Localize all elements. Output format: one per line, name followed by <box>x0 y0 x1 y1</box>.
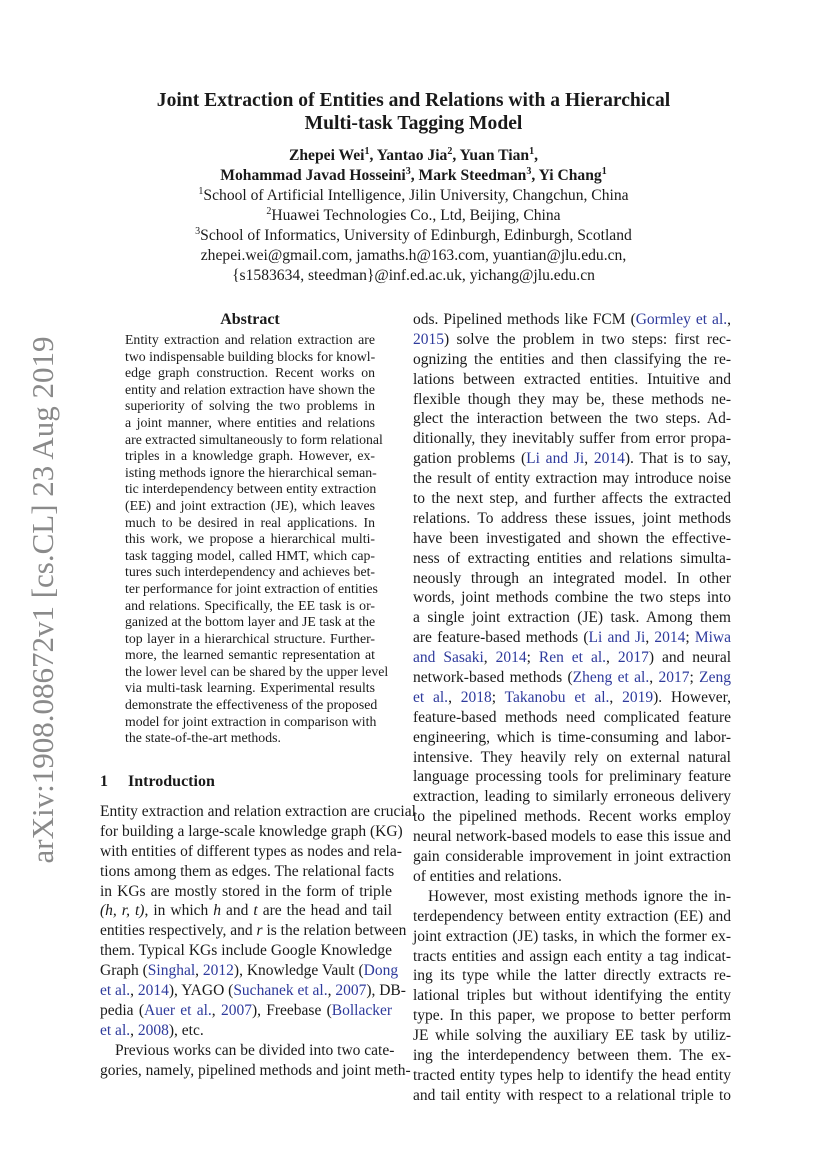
text-line <box>413 807 731 827</box>
text-line <box>413 549 731 569</box>
text-line <box>125 697 378 714</box>
text: is the relation between <box>262 922 407 940</box>
citation-link[interactable]: Singhal <box>147 962 196 980</box>
citation-link[interactable]: 2012 <box>202 962 234 980</box>
text: isting methods ignore the hierarchical seman- <box>125 464 377 480</box>
text: task tagging model, called HMT, which cap- <box>125 547 375 563</box>
text: ), YAGO ( <box>168 982 234 1000</box>
citation-link[interactable]: et al. <box>413 688 449 706</box>
text: However, most existing methods ignore the in- <box>428 887 731 905</box>
text: edge graph construction. Recent works on <box>125 365 375 381</box>
author-affiliation-number: 1 <box>529 146 535 157</box>
text-line <box>413 986 731 1006</box>
text-line <box>413 887 731 907</box>
author-affiliation-number: 3 <box>405 166 411 177</box>
text: , <box>195 962 203 980</box>
text-line <box>125 465 375 482</box>
text: entity and relation extraction have shown the <box>125 381 375 397</box>
paragraph <box>100 802 416 1041</box>
text: ods. Pipelined methods like FCM ( <box>413 311 636 328</box>
text: , <box>727 311 731 328</box>
text-line <box>125 730 375 747</box>
text: for building a large-scale knowledge graph (KG) <box>100 822 403 840</box>
citation-link[interactable]: et al. <box>100 982 131 1000</box>
text: tracts entities and assign each entity a tag indicat- <box>413 947 731 965</box>
citation-link[interactable]: Zeng <box>699 669 731 687</box>
text: feature-based methods need complicated feature <box>413 708 731 726</box>
text: extraction, leading to similarly erroneous delivery <box>413 788 731 806</box>
affiliation <box>0 206 827 226</box>
text: , <box>645 629 655 647</box>
text-line <box>125 680 375 697</box>
text-line <box>413 927 731 947</box>
text: entities respectively, and <box>100 922 257 940</box>
abstract-heading: Abstract <box>220 311 280 328</box>
text-line <box>125 663 389 681</box>
text: are feature-based methods ( <box>413 629 589 647</box>
text-line <box>125 598 375 615</box>
text-line <box>413 907 731 927</box>
section-heading-introduction <box>100 772 215 792</box>
text: ) and neural <box>648 649 732 667</box>
text: language processing tools for preliminary feature <box>413 768 731 786</box>
author-name: Yi Chang <box>538 167 602 184</box>
text: a joint manner, where entities and relations <box>125 414 375 430</box>
text: and tail entity with respect to a relational triple to <box>413 1086 731 1104</box>
text-line <box>413 767 731 787</box>
email-line: zhepei.wei@gmail.com, jamaths.h@163.com, yuantian@jlu.edu.cn, <box>200 247 627 264</box>
text: lational triples but without identifying the entity <box>413 987 731 1005</box>
citation-link[interactable]: Miwa <box>694 629 731 647</box>
text: are extracted simultaneously to form relational <box>125 431 383 447</box>
section-number: 1 <box>100 773 108 790</box>
text-line <box>125 515 375 532</box>
email-line: {s1583634, steedman}@inf.ed.ac.uk, yichang@jlu.edu.cn <box>232 267 595 284</box>
text: via multi-task learning. Experimental results <box>125 680 375 696</box>
text-line <box>125 647 375 664</box>
text: network-based methods ( <box>413 669 573 687</box>
text: ; <box>689 669 700 687</box>
text: , <box>609 688 623 706</box>
text-line <box>413 608 731 628</box>
text: , <box>649 669 659 687</box>
citation-link[interactable]: Takanobu et al. <box>504 688 610 706</box>
text-line <box>125 398 375 415</box>
text-line <box>100 862 395 882</box>
text: to the next step, and further affects the extracted <box>413 490 731 508</box>
text: ), Knowledge Vault ( <box>233 962 364 980</box>
citation-link[interactable]: Bollacker <box>331 1001 393 1019</box>
paragraph <box>125 332 389 747</box>
text: ), Freebase ( <box>251 1001 332 1019</box>
text: the result of entity extraction may introduce noise <box>413 470 731 488</box>
text: , <box>483 649 496 667</box>
text: neously through an integrated model. In other <box>413 569 731 587</box>
text-line <box>100 1021 392 1041</box>
text-line <box>125 349 375 366</box>
text: , in which <box>144 902 214 920</box>
text: lations between extracted entities. Intuitive and <box>413 370 731 388</box>
math-symbol: h <box>213 902 222 920</box>
text: and relations. Specifically, the EE task is or- <box>125 597 375 613</box>
text: , <box>130 982 138 1000</box>
text-line <box>413 708 731 728</box>
text: ; <box>685 629 695 647</box>
citation-link[interactable]: 2019 <box>622 688 654 706</box>
author-affiliation-number: 3 <box>526 166 532 177</box>
text-line <box>413 509 731 529</box>
text: ing its type while the latter directly extracts re- <box>413 967 731 985</box>
text: this work, we propose a hierarchical multi- <box>125 531 375 547</box>
text: , <box>327 982 336 1000</box>
citation-link[interactable]: Li and Ji <box>526 450 585 468</box>
citation-link[interactable]: Zheng et al. <box>572 669 650 687</box>
text: Entity extraction and relation extraction are crucial <box>100 803 416 820</box>
text: much to be desired in real applications. In <box>125 514 375 530</box>
text-line <box>413 668 731 688</box>
citation-link[interactable]: 2017 <box>617 649 649 667</box>
text: (EE) and joint extraction (JE), which leaves <box>125 497 375 513</box>
text: intensive. They heavily rely on external natural <box>413 748 731 766</box>
text: ) solve the problem in two steps: first rec- <box>444 330 731 348</box>
math-symbol: r <box>256 922 263 940</box>
section-title: Introduction <box>128 773 215 790</box>
text: gation problems ( <box>413 450 527 468</box>
title-line: Multi-task Tagging Model <box>304 113 523 134</box>
text-line <box>125 548 375 565</box>
text: tions among them as edges. The relational facts <box>100 862 395 880</box>
text-line <box>125 631 375 648</box>
text-line <box>413 728 731 748</box>
abstract-body <box>125 332 389 747</box>
text: more, the learned semantic representation at <box>125 647 375 663</box>
text: have been investigated and shown the effective- <box>413 529 731 547</box>
text-line <box>125 448 375 465</box>
citation-link[interactable]: 2007 <box>220 1001 252 1019</box>
introduction-right-column <box>413 310 731 1106</box>
text: gain considerable improvement in joint extraction <box>413 848 731 866</box>
citation-link[interactable]: and Sasaki <box>413 649 484 667</box>
text-line <box>100 961 399 981</box>
text-line <box>413 947 731 967</box>
text-line <box>413 588 731 608</box>
affiliation <box>0 186 827 206</box>
text-line <box>413 966 731 986</box>
text-line <box>413 1046 731 1066</box>
citation-link[interactable]: 2014 <box>137 982 169 1000</box>
author-name: Mark Steedman <box>418 167 527 184</box>
paragraph <box>413 310 731 887</box>
text-line <box>125 431 383 449</box>
text-line <box>413 748 731 768</box>
text-line <box>125 382 375 399</box>
citation-link[interactable]: et al. <box>100 1021 131 1039</box>
text: triples in a knowledge graph. However, ex- <box>125 448 375 464</box>
introduction-left-column <box>100 802 416 1080</box>
text: gories, namely, pipelined methods and joint meth- <box>100 1061 411 1079</box>
text: engineering, which is time-consuming and labor- <box>413 728 731 746</box>
text: superiority of solving the two problems in <box>125 398 375 414</box>
text-line <box>413 449 731 469</box>
citation-link[interactable]: 2014 <box>654 629 686 647</box>
citation-link[interactable]: Ren et al. <box>538 649 607 667</box>
text-line <box>413 370 731 390</box>
text: , <box>448 688 461 706</box>
text: ). However, <box>653 688 732 706</box>
text-line <box>413 827 731 847</box>
text-line <box>413 350 731 370</box>
text: Graph ( <box>100 962 148 980</box>
author-affiliation-number: 2 <box>447 146 453 157</box>
affiliation-number: 3 <box>195 226 201 237</box>
text: type. In this paper, we propose to better perform <box>413 1007 731 1025</box>
text: model for joint extraction in comparison with <box>125 713 377 729</box>
text: Previous works can be divided into two cate- <box>115 1041 395 1059</box>
affiliation-text: School of Artificial Intelligence, Jilin University, Changchun, China <box>203 187 629 204</box>
text: ognizing the entities and then classifying the re- <box>413 350 731 368</box>
text: demonstrate the effectiveness of the proposed <box>125 697 378 713</box>
text-line <box>413 429 731 449</box>
text: ), etc. <box>168 1021 204 1039</box>
text: ganized at the bottom layer and JE task at the <box>125 614 376 630</box>
citation-link[interactable]: Dong <box>363 962 399 980</box>
citation-link[interactable]: 2017 <box>658 669 690 687</box>
text-line <box>413 1026 731 1046</box>
text: , <box>130 1021 138 1039</box>
title-line: Joint Extraction of Entities and Relations with a Hierarchical <box>156 90 671 111</box>
text-line <box>100 882 392 902</box>
text: ), DB- <box>366 982 406 1000</box>
text: joint extraction (JE) tasks, in which the former ex- <box>413 927 731 945</box>
text: top layer in a hierarchical structure. Further- <box>125 630 375 646</box>
text: ditionally, they inevitably suffer from error propa- <box>413 430 731 448</box>
math-symbol: t <box>253 902 258 920</box>
text-line <box>100 842 402 862</box>
affiliation <box>0 226 827 246</box>
text-line <box>125 415 375 432</box>
text-line <box>100 921 407 941</box>
text-line <box>413 409 731 429</box>
text-line <box>100 1041 395 1061</box>
text: ; <box>526 649 539 667</box>
citation-link[interactable]: 2015 <box>413 330 444 348</box>
text-line <box>125 481 375 498</box>
author-line: Mohammad Javad Hosseini$^3$, Mark Steedman$^3$, Yi Chang$^1$ <box>220 166 607 184</box>
text: of entities and relations. <box>413 867 562 885</box>
text-line <box>413 688 731 708</box>
text: JE while solving the auxiliary EE task by utiliz- <box>413 1027 731 1045</box>
author-affiliation-number: 1 <box>601 166 607 177</box>
text: are the head and tail <box>257 902 393 920</box>
text-line <box>100 1001 392 1021</box>
citation-link[interactable]: Suchanek et al. <box>233 982 328 1000</box>
text-line <box>125 580 378 598</box>
text: and <box>221 902 254 920</box>
text-line <box>125 498 375 515</box>
text: relations. To address these issues, joint methods <box>413 509 731 527</box>
text: ter performance for joint extraction of entities <box>125 580 378 596</box>
text: words, joint methods combine the two steps into <box>413 589 731 607</box>
affiliations <box>0 186 827 286</box>
text: in KGs are mostly stored in the form of triple <box>100 882 392 900</box>
text-line <box>100 941 392 961</box>
text: neural network-based models to ease this issue and <box>413 828 731 846</box>
author-name: Yuan Tian <box>459 147 530 164</box>
citation-link[interactable]: 2014 <box>593 450 625 468</box>
text: two indispensable building blocks for knowl- <box>125 348 376 364</box>
citation-link[interactable]: 2008 <box>137 1021 169 1039</box>
text: ness of extracting entities and relations simulta- <box>413 549 731 567</box>
text-line <box>100 981 406 1001</box>
text-line <box>413 529 731 549</box>
text: terdependency between entity extraction (EE) and <box>413 907 731 925</box>
affiliation-number: 1 <box>198 186 204 197</box>
text: them. Typical KGs include Google Knowledge <box>100 942 392 960</box>
affiliation-text: School of Informatics, University of Edinburgh, Edinburgh, Scotland <box>200 227 632 244</box>
author-name: Mohammad Javad Hosseini <box>220 167 406 184</box>
text-line <box>413 648 731 668</box>
affiliation-number: 2 <box>266 206 272 217</box>
author-name: Zhepei Wei <box>288 147 365 164</box>
text-line <box>125 365 375 382</box>
math-symbol: (h, r, t) <box>100 902 145 920</box>
text-line <box>413 390 731 410</box>
text: ; <box>491 688 505 706</box>
text-line <box>413 867 731 887</box>
citation-link[interactable]: 2007 <box>335 982 367 1000</box>
text: ing the interdependency between them. The ex- <box>413 1046 731 1064</box>
text: glect the interaction between the two steps. Ad- <box>413 410 731 428</box>
text-line <box>413 1066 731 1086</box>
text: tures such interdependency and achieves bet- <box>125 564 375 580</box>
text-line <box>413 1086 731 1106</box>
text: a single joint extraction (JE) task. Among them <box>413 609 731 627</box>
text: with entities of different types as nodes and rela- <box>100 842 402 860</box>
text: , <box>584 450 594 468</box>
text: flexible though they may be, these methods ne- <box>413 390 731 408</box>
text: pedia ( <box>100 1001 144 1019</box>
text-line <box>413 847 731 867</box>
text: , <box>606 649 618 667</box>
text-line <box>413 787 731 807</box>
text-line <box>125 714 375 731</box>
text: , <box>211 1001 221 1019</box>
text-line <box>125 531 375 548</box>
text-line <box>413 628 731 648</box>
text: the lower level can be shared by the upper level <box>125 663 389 679</box>
text: tic interdependency between entity extraction <box>125 481 377 497</box>
author-name: Yantao Jia <box>376 147 448 164</box>
arxiv-identifier-stamp: arXiv:1908.08672v1 [cs.CL] 23 Aug 2019 <box>25 336 60 864</box>
text: ). That is to say, <box>624 450 732 468</box>
text-line <box>413 469 731 489</box>
text-line <box>125 564 375 581</box>
text-line <box>413 310 731 330</box>
citation-link[interactable]: Li and Ji <box>588 629 646 647</box>
text-line <box>100 901 392 921</box>
paragraph <box>100 1041 411 1081</box>
author-line: Zhepei Wei$^1$, Yantao Jia$^2$, Yuan Tian$^1$, <box>288 146 538 164</box>
text-line <box>413 330 731 350</box>
text-line <box>100 802 416 822</box>
text: to the pipelined methods. Recent works employ <box>413 808 731 826</box>
affiliation-text: Huawei Technologies Co., Ltd, Beijing, China <box>271 207 561 224</box>
paper-title <box>0 89 827 135</box>
text-line <box>100 1061 411 1081</box>
paragraph <box>413 887 731 1106</box>
citation-link[interactable]: 2018 <box>460 688 492 706</box>
text-line <box>125 614 375 631</box>
author-affiliation-number: 1 <box>364 146 370 157</box>
text: the state-of-the-art methods. <box>125 730 281 746</box>
text-line <box>413 569 731 589</box>
text-line <box>413 489 731 509</box>
text: tracted entity types help to identify the head entity <box>413 1066 731 1084</box>
text-line <box>100 822 403 842</box>
text: Entity extraction and relation extraction are <box>125 332 375 347</box>
text-line <box>413 1006 731 1026</box>
author-list <box>0 146 827 186</box>
citation-link[interactable]: Auer et al. <box>144 1001 212 1019</box>
citation-link[interactable]: 2014 <box>495 649 527 667</box>
text-line <box>125 332 375 349</box>
citation-link[interactable]: Gormley et al. <box>635 311 728 328</box>
